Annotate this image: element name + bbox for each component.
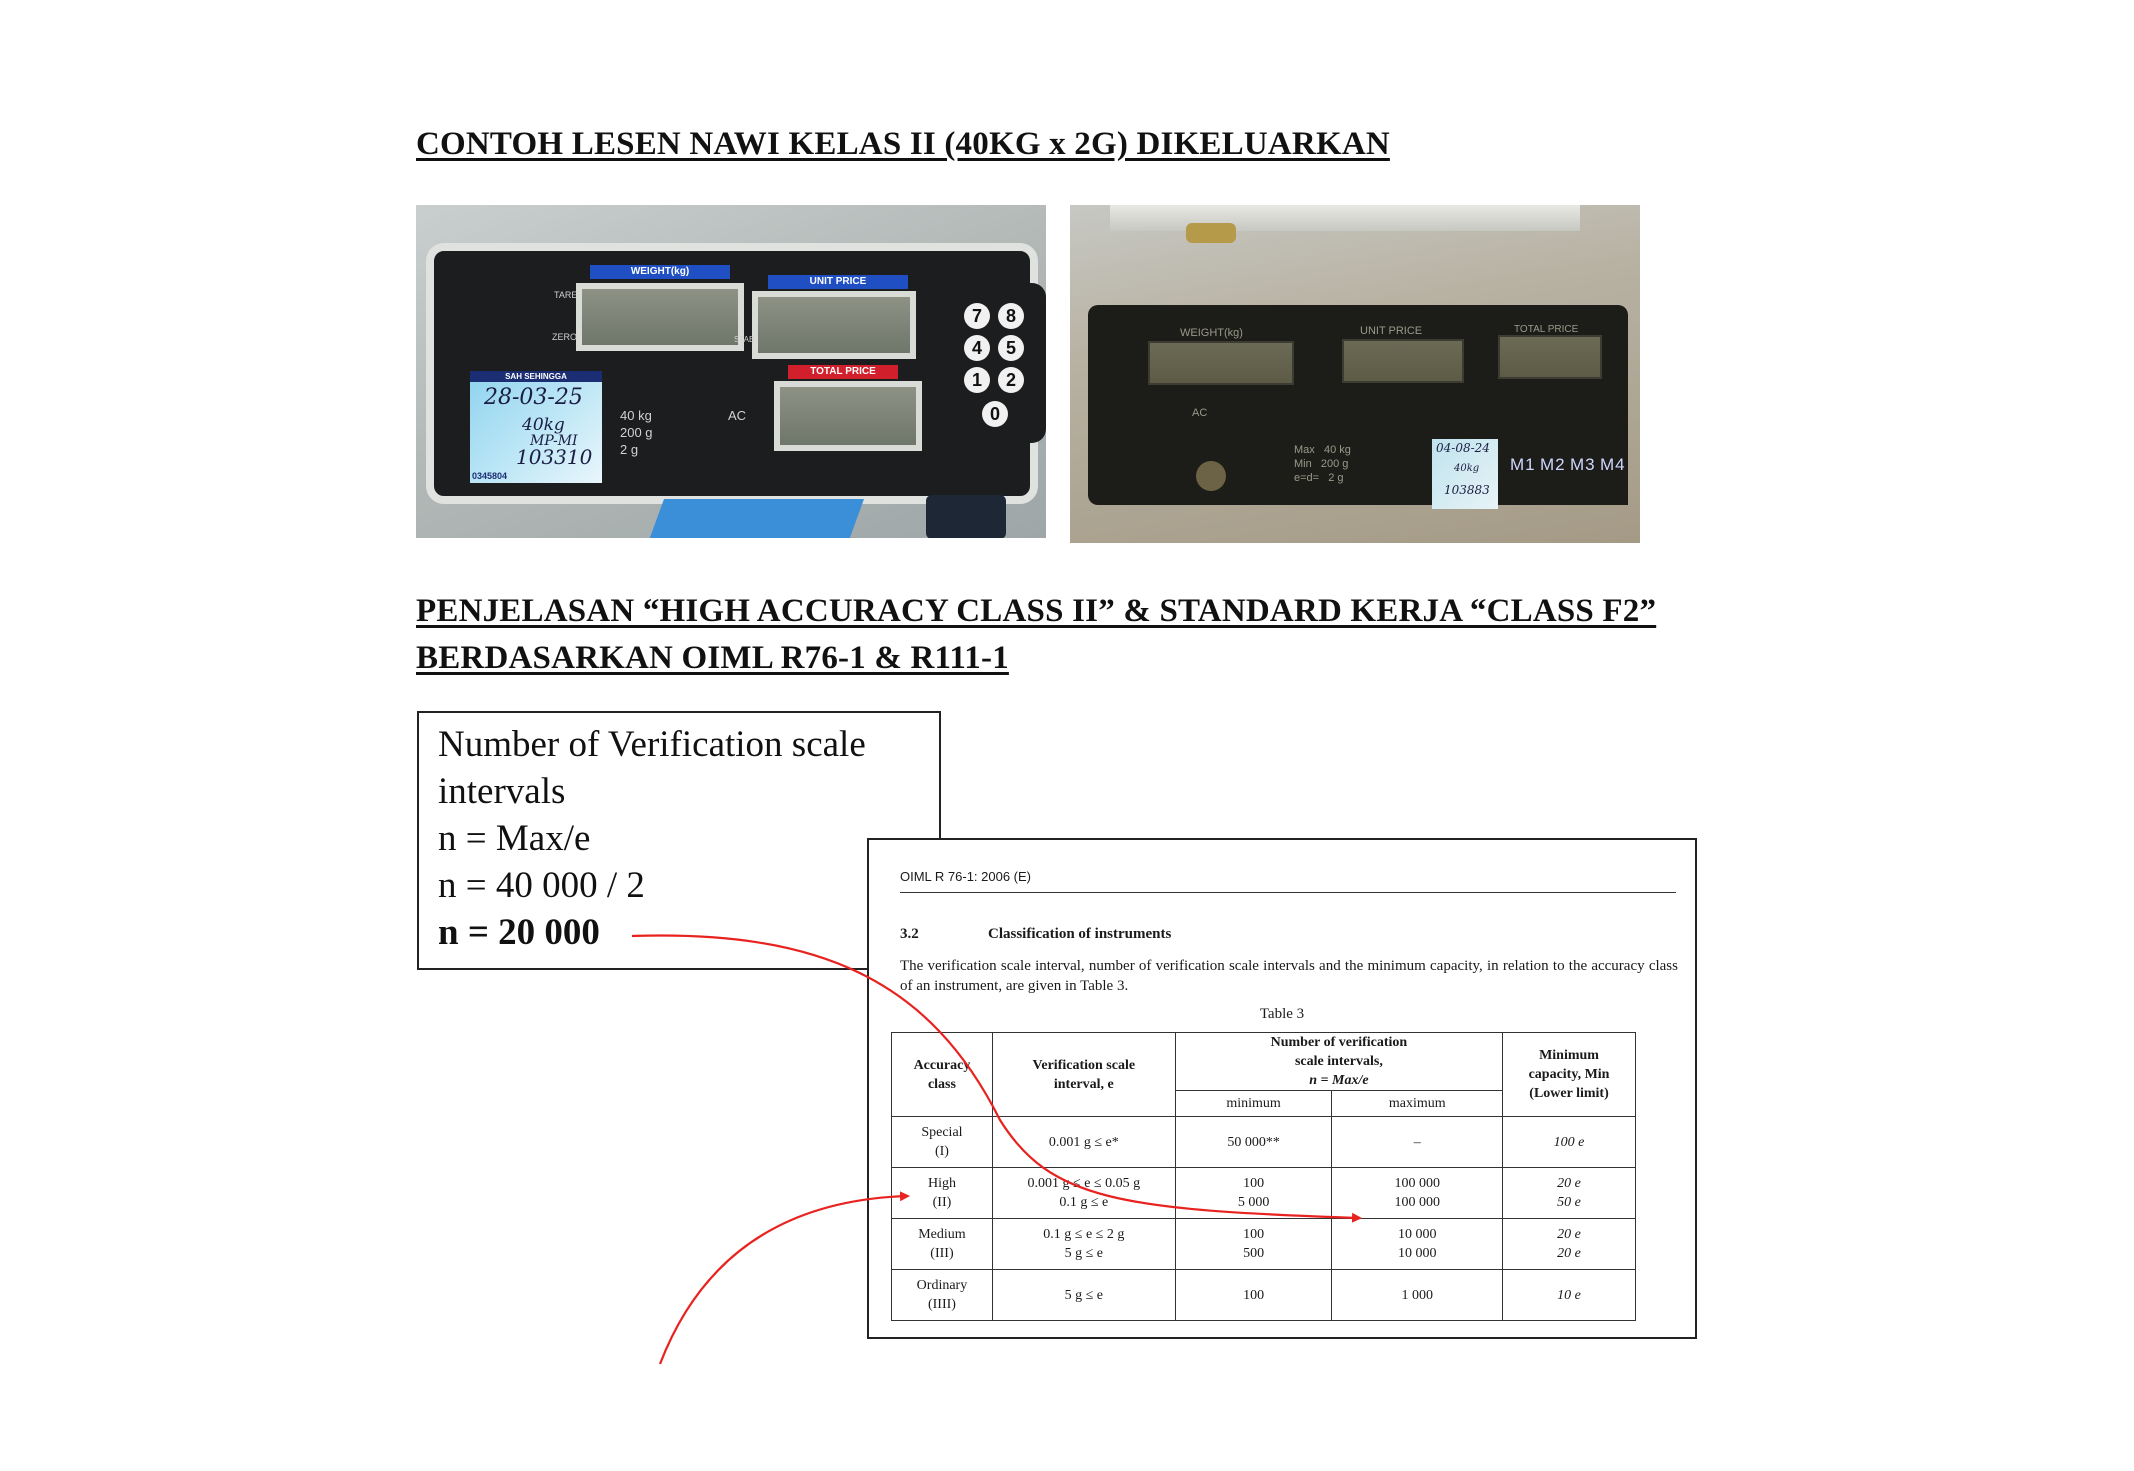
header-minimum-capacity: Minimum capacity, Min (Lower limit) — [1503, 1033, 1636, 1117]
m3-button: M3 — [1570, 455, 1596, 474]
capacity-spec: 40 kg 200 g 2 g — [620, 408, 653, 457]
heading-explanation-line1: PENJELASAN “HIGH ACCURACY CLASS II” & STANDARD KERJA “CLASS F2” — [416, 593, 1657, 629]
zero-label: ZERO — [552, 332, 578, 342]
arrow-to-high-class — [660, 1196, 908, 1364]
key-8: 8 — [998, 303, 1024, 329]
table-row: Medium (III) 0.1 g ≤ e ≤ 2 g 5 g ≤ e 100 500 10 000 10 000 20 e 20 e — [892, 1219, 1636, 1270]
verification-sticker: SAH SEHINGGA 28-03-25 40kg MP-MI 103310 0345804 — [470, 371, 602, 483]
section-number: 3.2 — [900, 926, 919, 942]
weight-label: WEIGHT(kg) — [590, 265, 730, 279]
header-number-intervals: Number of verification scale intervals, n = Max/e — [1175, 1033, 1502, 1091]
total-price-label: TOTAL PRICE — [788, 365, 898, 379]
key-0: 0 — [982, 401, 1008, 427]
heading-explanation-line2: BERDASARKAN OIML R76-1 & R111-1 — [416, 640, 1009, 676]
key-2: 2 — [998, 367, 1024, 393]
verification-sticker-2: 04-08-24 40kg 103883 — [1432, 439, 1498, 509]
unit-price-label: UNIT PRICE — [768, 275, 908, 289]
sticker-capacity: 40kg — [522, 415, 565, 435]
sticker-signature: MP-MI — [530, 433, 578, 449]
formula-line-2: intervals — [438, 771, 566, 812]
ac-label-2: AC — [1192, 407, 1208, 419]
formula-line-3: n = Max/e — [438, 818, 591, 859]
m2-button: M2 — [1540, 455, 1566, 474]
unit-price-label-2: UNIT PRICE — [1360, 325, 1423, 337]
total-price-label-2: TOTAL PRICE — [1514, 324, 1579, 335]
key-4: 4 — [964, 335, 990, 361]
heading-example-license: CONTOH LESEN NAWI KELAS II (40KG x 2G) DIKELUARKAN — [416, 126, 1390, 162]
arrow-to-maximum — [632, 936, 1360, 1218]
table-row: Ordinary (IIII) 5 g ≤ e 100 1 000 10 e — [892, 1270, 1636, 1321]
header-minimum: minimum — [1175, 1091, 1332, 1117]
header-maximum: maximum — [1332, 1091, 1503, 1117]
sticker-date: 28-03-25 — [484, 385, 583, 410]
m1-button: M1 — [1510, 455, 1536, 474]
m4-button: M4 — [1600, 455, 1626, 474]
ac-label: AC — [728, 408, 747, 423]
section-title: Classification of instruments — [988, 926, 1172, 942]
section-paragraph: The verification scale interval, number of verification scale intervals and the minimum capacity, in relation to the accuracy class of an instrument, are given in Table 3. — [900, 958, 1678, 994]
tare-label: TARE — [554, 290, 578, 300]
table-row: High (II) 0.001 g ≤ e ≤ 0.05 g 0.1 g ≤ e 100 5 000 100 000 100 000 20 e 50 e — [892, 1168, 1636, 1219]
table-caption: Table 3 — [1259, 1006, 1305, 1022]
table-row: Special (I) 0.001 g ≤ e* 50 000** – 100 e — [892, 1117, 1636, 1168]
formula-result: n = 20 000 — [438, 912, 600, 953]
document-header: OIML R 76-1: 2006 (E) — [900, 869, 1032, 884]
key-1: 1 — [964, 367, 990, 393]
key-7: 7 — [964, 303, 990, 329]
formula-line-1: Number of Verification scale — [438, 724, 866, 765]
capacity-spec-2: Max 40 kg Min 200 g e=d= 2 g — [1294, 444, 1351, 484]
key-5: 5 — [998, 335, 1024, 361]
sticker-number: 103310 — [516, 445, 593, 469]
stab-label: STAB — [734, 335, 755, 344]
formula-line-4: n = 40 000 / 2 — [438, 865, 645, 906]
header-accuracy-class: Accuracy class — [892, 1033, 993, 1117]
header-verification-interval: Verification scale interval, e — [992, 1033, 1175, 1117]
weight-label-2: WEIGHT(kg) — [1180, 327, 1243, 339]
